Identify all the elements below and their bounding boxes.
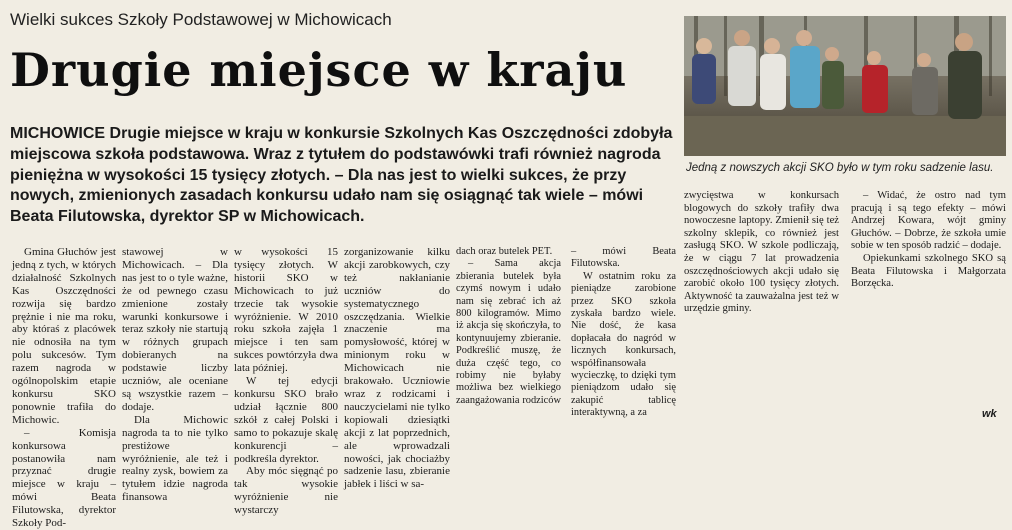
photo-illustration bbox=[684, 16, 1006, 156]
lead-dateline: MICHOWICE bbox=[10, 125, 106, 142]
paragraph: Aby móc sięgnąć po tak wysokie wyróżnienie nie wystarczy bbox=[234, 465, 338, 517]
paragraph: – Komisja konkursowa postanowiła nam przyznać drugie miejsce w kraju – mówi Beata Filutowska, dyrektor Szkoły Pod- bbox=[12, 426, 116, 530]
lead-text: Drugie miejsce w kraju w konkursie Szkolnych Kas Oszczędności zdobyła miejscowa szkoła podstawowa. Wraz z tytułem do podstawówki trafi również nagroda pieniężna w wysokości 15 tysięcy złotych. – Dla nas jest to wielki sukces, że przy nowych, zmienionych zasadach konkursu udało nam się osiągnąć tak wiele – mówi Beata Filutowska, dyrektor SP w Michowicach. bbox=[10, 125, 673, 226]
paragraph: – Widać, że ostro nad tym pracują i są tego efekty – mówi Andrzej Kowara, wójt gminy Głuchów. – Dobrze, że szkoła umie sobie w ten sposób radzić – dodaje. bbox=[851, 190, 1006, 252]
article-column-5 bbox=[456, 246, 676, 420]
paragraph: stawowej w Michowicach. – Dla nas jest to o tyle ważne, że od pewnego czasu zmienione zostały warunki konkursowe i teraz szkoły nie startują w różnych grupach dobieranych na podstawie liczby uczniów, ale oceniane są wszystkie razem – dodaje. bbox=[122, 246, 228, 413]
paragraph: – Sama akcja zbierania butelek była czymś nowym i udało nam się zebrać ich aż 800 kilogramów. Mimo iż akcja się skończyła, to kontynuujemy zbieranie. Podkreślić muszę, że duża część tego, co robimy nie byłaby możliwa bez wielkiego zaangażowania rodziców – mówi Beata Filutowska. bbox=[456, 246, 676, 406]
paragraph: W ostatnim roku za pieniądze zarobione przez SKO szkoła zyskała bardzo wiele. Nie dość, że kasa dopłacała do nagród w licznych konkursach, współfinansowała wycieczkę, to dzięki tym pieniądzom udało się zakupić tablicę interaktywną, a za bbox=[571, 270, 676, 419]
photo-caption: Jedną z nowszych akcji SKO było w tym roku sadzenie lasu. bbox=[686, 162, 994, 174]
article-column-6 bbox=[684, 190, 1006, 316]
paragraph: Gmina Głuchów jest jedną z tych, w których działalność Szkolnych Kas Oszczędności rozwija się bardzo prężnie i nie ma roku, aby któraś z placówek nie odnosiła na tym polu sukcesów. Tym razem nagroda w ogólnopolskim etapie konkursu SKO ponownie trafiła do Michowic. bbox=[12, 246, 116, 426]
paragraph: Dla Michowic nagroda ta to nie tylko prestiżowe wyróżnienie, ale też i realny zysk, bowiem za tytułem idzie nagroda finansowa bbox=[122, 413, 228, 504]
paragraph: zwycięstwa w konkursach blogowych do szkoły trafiły dwa nowoczesne laptopy. Zmienił się też szkolny sklepik, co również jest zasługą SKO. W szkole podliczają, że w ciągu 7 lat prowadzenia oszczędnościowych akcji udało się zarobić około 100 tysięcy złotych. Aktywność ta zauważalna jest też w urzędzie gminy. bbox=[684, 190, 839, 315]
article-column-3 bbox=[234, 246, 338, 517]
paragraph: w wysokości 15 tysięcy złotych. W historii SKO w Michowicach to już trzecie tak wysokie wyróżnienie. W 2010 roku szkoła zajęła 1 miejsce i ten sam sukces powtórzyła dwa lata później. bbox=[234, 246, 338, 375]
article-column-2 bbox=[122, 246, 228, 504]
author-signature: wk bbox=[982, 408, 997, 420]
article-kicker: Wielki sukces Szkoły Podstawowej w Michowicach bbox=[10, 10, 392, 29]
paragraph: Opiekunkami szkolnego SKO są Beata Filutowska i Małgorzata Borzęcka. bbox=[851, 252, 1006, 290]
paragraph: W tej edycji konkursu SKO brało udział łącznie 800 szkół z całej Polski i samo to pokazuje skalę konkurencji – podkreśla dyrektor. bbox=[234, 375, 338, 465]
paragraph: dach oraz butelek PET. bbox=[456, 246, 553, 257]
article-lead bbox=[10, 124, 675, 228]
article-column-4 bbox=[344, 246, 450, 491]
paragraph: zorganizowanie kilku akcji zarobkowych, czy też nakłanianie uczniów do systematycznego oszczędzania. Wielkie znaczenie ma pomysłowość, której w minionym roku w Michowicach nie brakowało. Uczniowie wraz z rodzicami i nauczycielami nie tylko kopiowali dziesiątki akcji z lat poprzednich, ale wprowadzali nowości, jak chociażby sadzenie lasu, zbieranie jabłek i liści w sa- bbox=[344, 246, 450, 491]
article-headline: Drugie miejsce w kraju bbox=[10, 43, 628, 97]
article-photo bbox=[684, 16, 1006, 156]
article-column-1 bbox=[12, 246, 116, 530]
